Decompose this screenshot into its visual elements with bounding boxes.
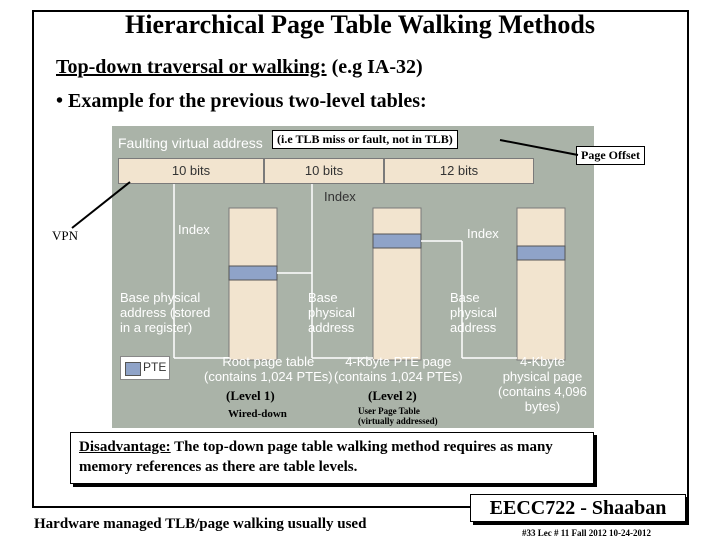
wired-down-label: Wired-down	[228, 408, 287, 420]
base-mid-line-1: Base	[308, 290, 338, 305]
field-10bits-1: 10 bits	[118, 158, 264, 184]
tlb-note-callout: (i.e TLB miss or fault, not in TLB)	[272, 130, 458, 149]
user-pt-label	[358, 406, 438, 426]
phys-page-line-1: 4-Kbyte	[520, 354, 565, 369]
legend-swatch	[125, 362, 141, 376]
slide-footer-info: #33 Lec # 11 Fall 2012 10-24-2012	[522, 528, 651, 538]
pte-page-line-2: (contains 1,024 PTEs)	[334, 369, 463, 384]
base-right-line-2: physical	[450, 305, 497, 320]
topdown-label: Top-down traversal or walking:	[56, 56, 327, 78]
disadvantage-label: Disadvantage:	[79, 439, 171, 455]
base-right-line-1: Base	[450, 290, 480, 305]
base-right-line-3: address	[450, 320, 497, 335]
base-mid-line-2: physical	[308, 305, 355, 320]
base-stored-line-1: Base physical	[120, 290, 201, 305]
base-stored-label	[120, 290, 210, 335]
page-walk-diagram	[112, 126, 594, 428]
phys-page-line-4: bytes)	[524, 399, 561, 414]
level2-label: (Level 2)	[368, 388, 417, 403]
user-pt-line-1: User Page Table	[358, 406, 420, 416]
example-bullet: • Example for the previous two-level tables:	[56, 90, 427, 112]
legend-box	[120, 356, 170, 380]
phys-page-line-2: physical page	[502, 369, 583, 384]
field-12bits: 12 bits	[384, 158, 534, 184]
topdown-note: (e.g IA-32)	[326, 56, 423, 78]
pte-page-pte	[373, 234, 421, 248]
level1-label: (Level 1)	[226, 388, 275, 403]
course-brand: EECC722 - Shaaban	[470, 494, 686, 522]
topdown-heading	[56, 56, 423, 79]
pte-page-caption	[334, 354, 463, 384]
base-stored-line-3: in a register)	[120, 320, 193, 335]
pte-page-line-1: 4-Kbyte PTE page	[345, 354, 452, 369]
root-table-box	[229, 208, 277, 360]
index-right-label: Index	[467, 226, 499, 241]
disadvantage-box	[70, 432, 594, 484]
base-stored-line-2: address (stored	[120, 305, 211, 320]
base-mid-label	[308, 290, 355, 335]
user-pt-line-2: (virtually addressed)	[358, 416, 438, 426]
base-mid-line-3: address	[308, 320, 355, 335]
index-top-label: Index	[324, 189, 356, 204]
disadvantage-text: The top-down page table walking method requires as many memory references as there are table levels.	[79, 439, 553, 475]
legend-label: PTE	[143, 360, 167, 374]
field-10bits-2: 10 bits	[264, 158, 384, 184]
physical-page-caption	[498, 354, 587, 414]
physical-page-entry	[517, 246, 565, 260]
root-table-pte	[229, 266, 277, 280]
root-table-caption	[204, 354, 333, 384]
slide-title: Hierarchical Page Table Walking Methods	[125, 10, 595, 39]
base-right-label	[450, 290, 497, 335]
vpn-label: VPN	[52, 228, 79, 243]
physical-page-box	[517, 208, 565, 360]
page-offset-callout: Page Offset	[576, 146, 645, 165]
root-table-line-1: Root page table	[222, 354, 315, 369]
faulting-va-label: Faulting virtual address	[118, 135, 263, 151]
footer-note: Hardware managed TLB/page walking usually used	[34, 516, 367, 532]
phys-page-line-3: (contains 4,096	[498, 384, 587, 399]
pte-page-box	[373, 208, 421, 360]
index-left-label: Index	[178, 222, 210, 237]
root-table-line-2: (contains 1,024 PTEs)	[204, 369, 333, 384]
